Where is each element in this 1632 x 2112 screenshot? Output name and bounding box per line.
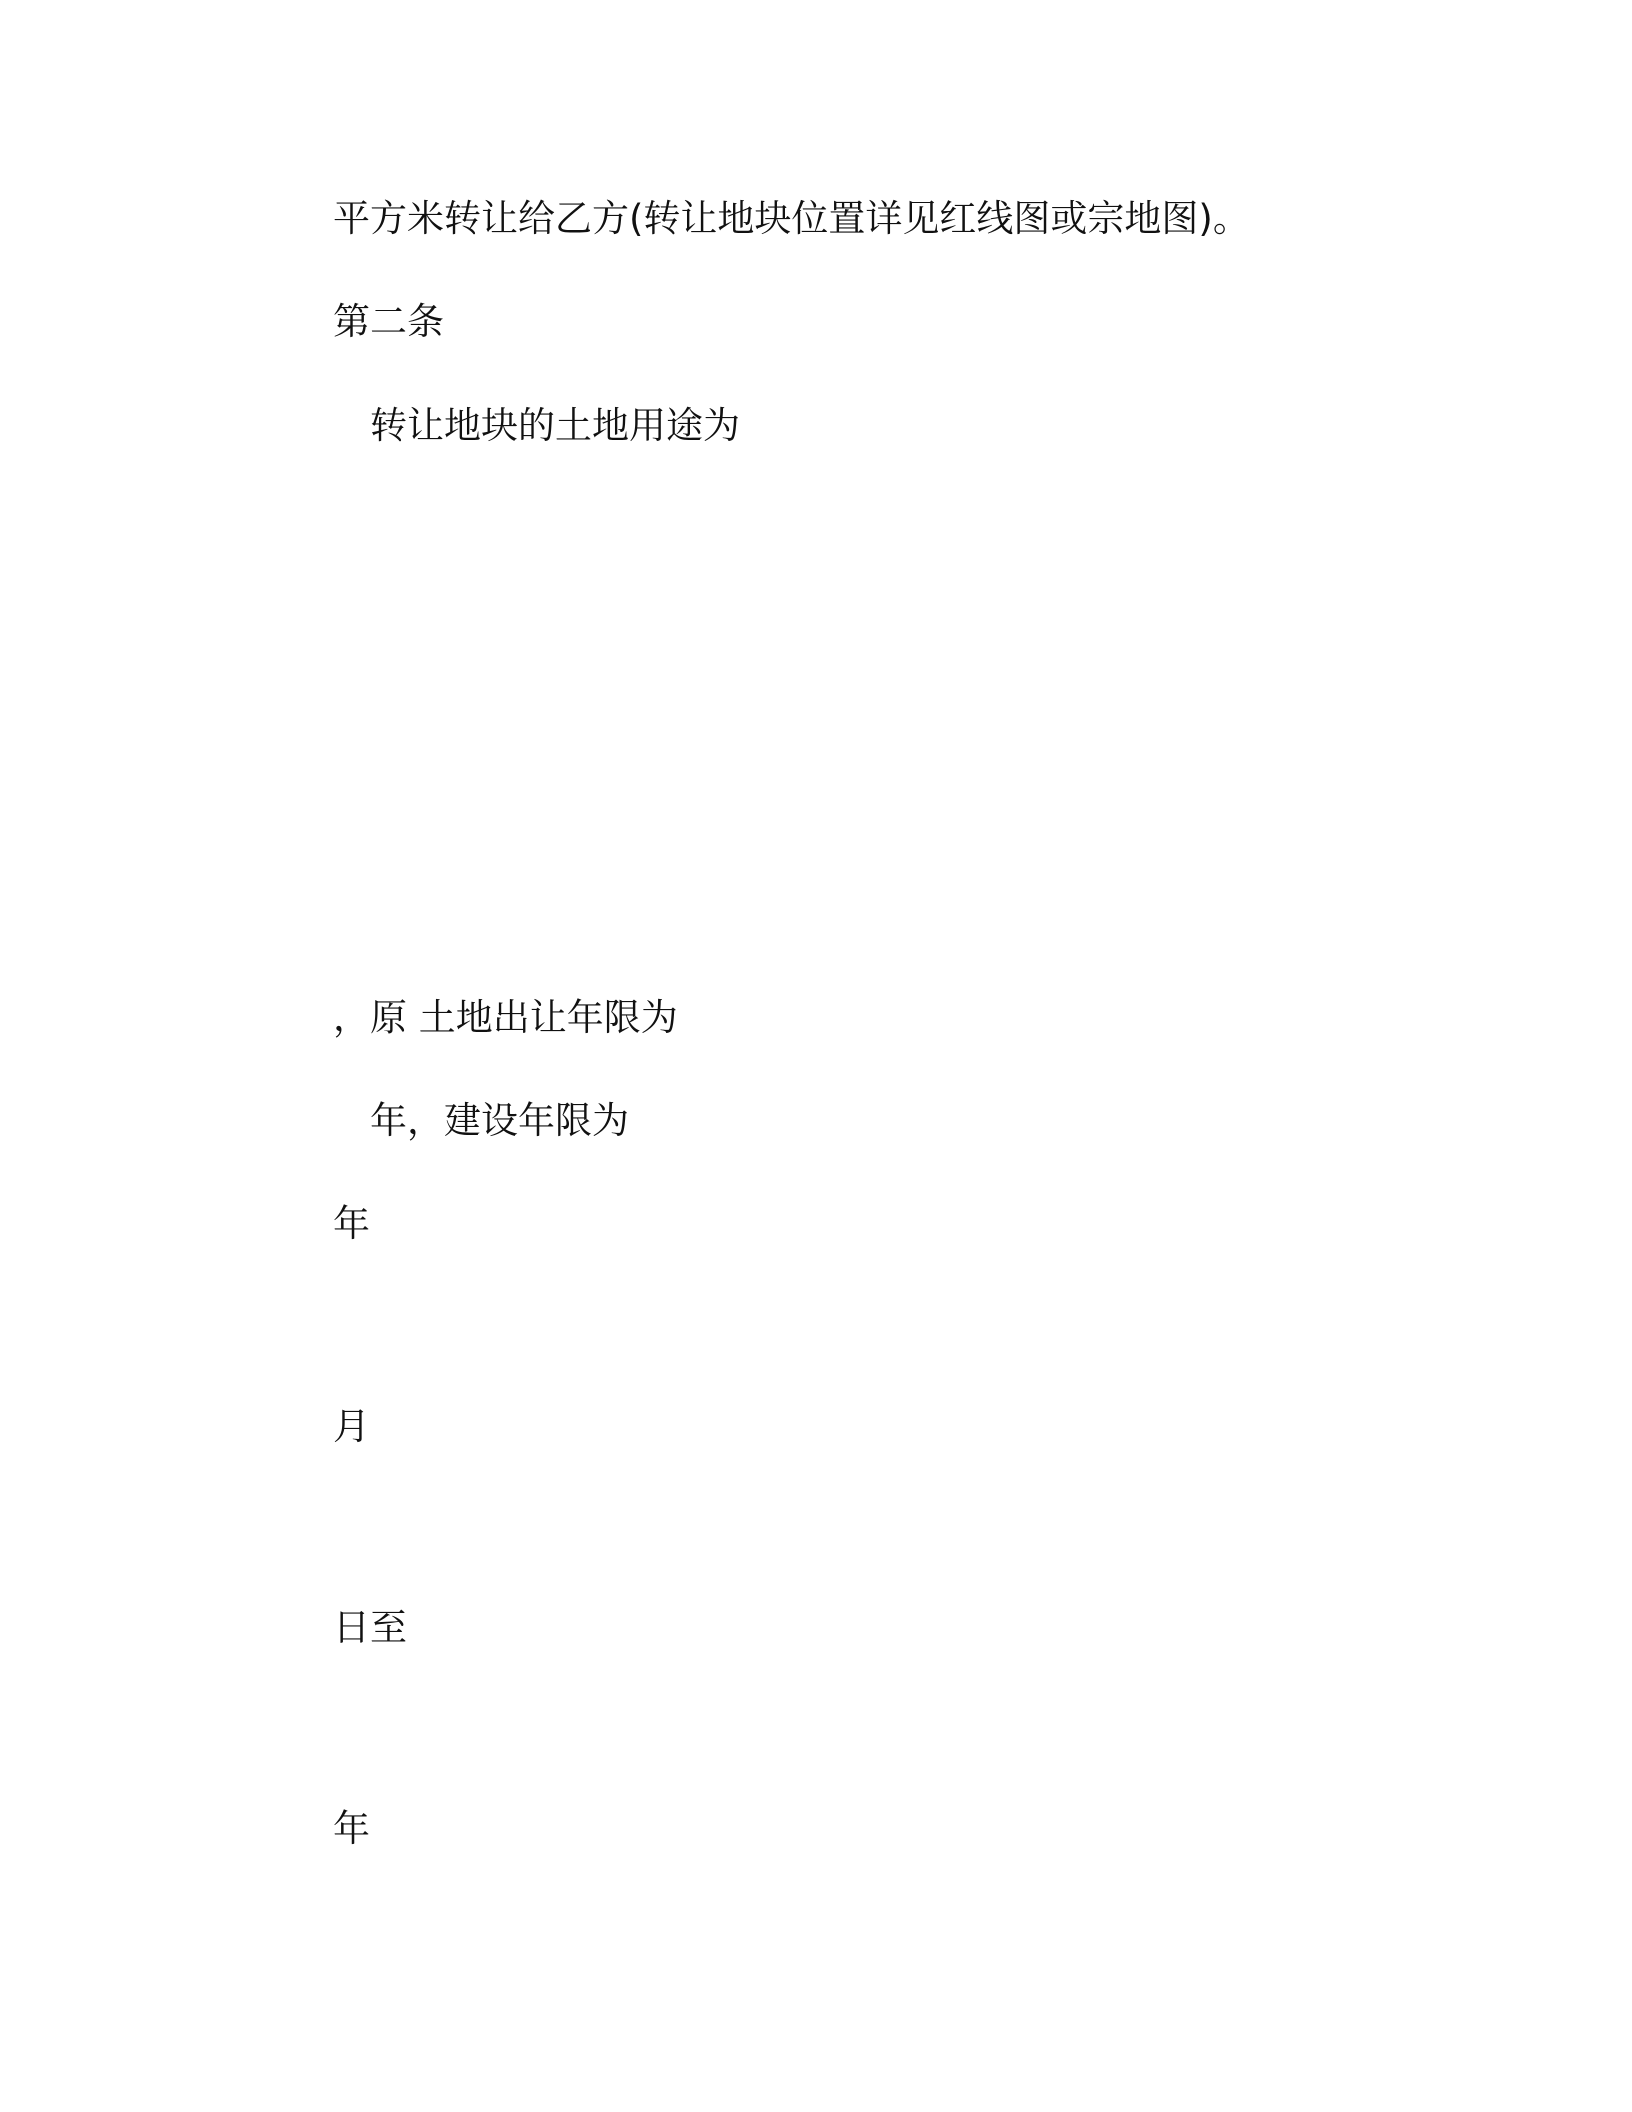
text-line-land-use: 转让地块的土地用途为: [370, 404, 740, 447]
text-line-transfer-area: 平方米转让给乙方(转让地块位置详见红线图或宗地图)。: [333, 197, 1250, 240]
text-line-year: 年: [333, 1202, 370, 1245]
text-line-day-to: 日至: [333, 1606, 407, 1649]
article-heading-2: 第二条: [333, 300, 444, 343]
text-line-construction-term: 年，建设年限为: [370, 1099, 629, 1142]
text-line-month: 月: [333, 1405, 370, 1448]
text-line-original-term: ，原 土地出让年限为: [333, 996, 678, 1039]
text-line-year-end: 年: [333, 1807, 370, 1850]
